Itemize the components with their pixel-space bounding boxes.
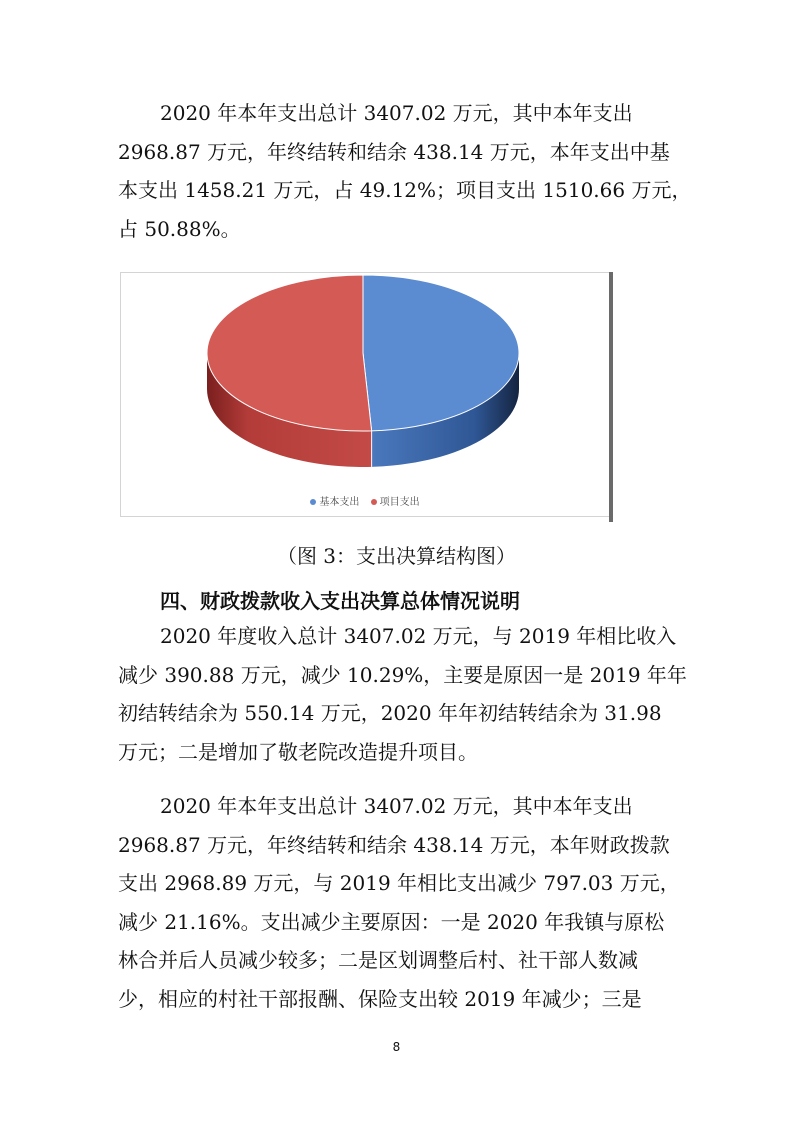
legend-item-project (371, 493, 420, 508)
text-line: 2020 年本年支出总计 3407.02 万元，其中本年支出 (160, 794, 633, 818)
legend-label-basic: 基本支出 (319, 497, 360, 508)
chart-frame-shadow (609, 272, 613, 522)
text-line: 林合并后人员减少较多；二是区划调整后村、社干部人数减 (118, 948, 638, 972)
text-line: 减少 21.16%。支出减少主要原因：一是 2020 年我镇与原松 (118, 909, 665, 934)
text-line: 初结转结余为 550.14 万元，2020 年年初结转结余为 31.98 (118, 701, 662, 725)
expenditure-pie-chart (120, 272, 610, 517)
legend-label-project: 项目支出 (379, 497, 420, 508)
text-line: 2020 年度收入总计 3407.02 万元，与 2019 年相比收入 (160, 624, 677, 648)
text-line: 万元；二是增加了敬老院改造提升项目。 (118, 739, 478, 764)
paragraph-income-summary (118, 617, 687, 771)
text-line: 2968.87 万元，年终结转和结余 438.14 万元，本年财政拨款 (118, 832, 670, 857)
text-line: 2020 年本年支出总计 3407.02 万元，其中本年支出 (160, 101, 633, 125)
paragraph-expenditure-summary (118, 94, 692, 248)
text-line: 减少 390.88 万元，减少 10.29%，主要是原因一是 2019 年年 (118, 662, 687, 687)
text-line: 少，相应的村社干部报酬、保险支出较 2019 年减少；三是 (118, 986, 642, 1011)
figure-caption: （图 3：支出决算结构图） (276, 544, 517, 568)
page-number: 8 (392, 1040, 401, 1054)
paragraph-expenditure-detail (118, 787, 684, 1018)
legend-swatch-basic (310, 499, 316, 505)
text-line: 支出 2968.89 万元，与 2019 年相比支出减少 797.03 万元， (118, 871, 680, 895)
legend-item-basic (310, 493, 359, 508)
text-line: 2968.87 万元，年终结转和结余 438.14 万元，本年支出中基 (118, 139, 670, 164)
pie-chart-svg (121, 273, 611, 518)
text-line: 本支出 1458.21 万元，占 49.12%；项目支出 1510.66 万元， (118, 178, 692, 202)
section-heading: 四、财政拨款收入支出决算总体情况说明 (160, 589, 520, 613)
legend-swatch-project (371, 499, 377, 505)
chart-legend (121, 493, 609, 508)
text-line: 占 50.88%。 (118, 216, 241, 241)
